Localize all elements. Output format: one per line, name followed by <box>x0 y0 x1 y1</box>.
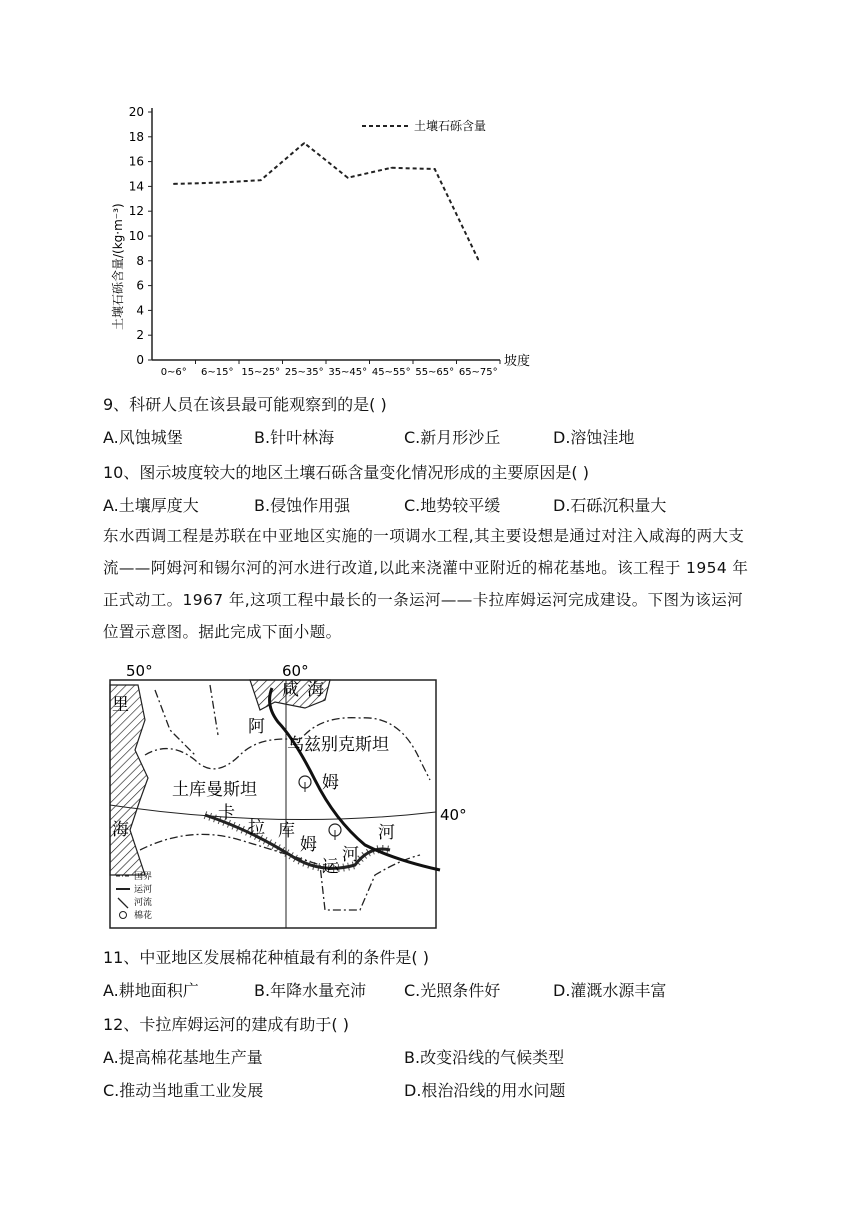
q10-option-d[interactable]: D.石砾沉积量大 <box>553 496 667 515</box>
x-tick-label: 65~75° <box>458 367 498 378</box>
lon-50-label: 50° <box>126 662 153 680</box>
legend-cotton: 棉花 <box>134 911 153 921</box>
amu-darya-river <box>270 688 440 870</box>
x-tick-label: 25~35° <box>284 367 324 378</box>
q12-option-c[interactable]: C.推动当地重工业发展 <box>103 1081 264 1100</box>
y-tick-label: 6 <box>136 278 144 293</box>
q11-option-c[interactable]: C.光照条件好 <box>404 981 501 1000</box>
x-tick-label: 0~6° <box>160 367 187 378</box>
y-tick-label: 12 <box>128 204 144 219</box>
x-axis-label: 坡度 <box>504 354 531 369</box>
q11-option-a[interactable]: A.耕地面积广 <box>103 981 199 1000</box>
q10-option-c[interactable]: C.地势较平缓 <box>404 496 501 515</box>
series-line <box>174 143 479 260</box>
label-turkmenistan: 土库曼斯坦 <box>172 780 257 800</box>
label-amu-3: 河 <box>378 823 395 843</box>
data-point <box>260 179 262 181</box>
y-axis-label: 土壤石砾含量/(kg·m⁻³) <box>111 203 125 330</box>
label-he: 河 <box>342 845 359 865</box>
label-la: 拉 <box>248 818 265 838</box>
q9-option-a[interactable]: A.风蚀城堡 <box>103 428 183 447</box>
karakum-canal-map <box>100 660 470 930</box>
label-amu-2: 姆 <box>322 773 339 793</box>
y-tick-label: 10 <box>128 229 144 243</box>
question-12-stem: 12、卡拉库姆运河的建成有助于( ) <box>103 1015 349 1034</box>
parallel-40 <box>110 805 436 820</box>
y-tick-label: 14 <box>128 179 144 194</box>
label-mu: 姆 <box>300 835 317 855</box>
q9-option-d[interactable]: D.溶蚀洼地 <box>553 428 635 447</box>
x-tick-label: 35~45° <box>328 367 368 378</box>
gravel-content-chart <box>100 100 531 380</box>
lat-40-label: 40° <box>440 806 467 824</box>
y-tick-label: 4 <box>136 303 144 318</box>
q9-option-c[interactable]: C.新月形沙丘 <box>404 428 501 447</box>
q12-option-d[interactable]: D.根治沿线的用水问题 <box>404 1081 566 1100</box>
lon-60-label: 60° <box>282 662 309 680</box>
label-xian: 咸 <box>282 680 299 700</box>
label-yun: 运 <box>322 857 339 877</box>
q9-option-b[interactable]: B.针叶林海 <box>254 428 335 447</box>
q10-option-a[interactable]: A.土壤厚度大 <box>103 496 199 515</box>
legend-label: 土壤石砾含量 <box>414 119 487 133</box>
label-uzbekistan: 乌兹别克斯坦 <box>287 735 389 755</box>
label-amu-1: 阿 <box>248 717 265 737</box>
cotton-icon <box>329 824 341 840</box>
data-point <box>390 167 392 169</box>
x-tick-labels <box>161 367 498 378</box>
y-tick-label: 0 <box>136 353 144 367</box>
label-hai: 海 <box>307 680 324 700</box>
y-tick-label: 20 <box>128 105 144 119</box>
y-tick-label: 8 <box>136 253 144 268</box>
y-tick-label: 18 <box>128 129 144 144</box>
question-10-stem: 10、图示坡度较大的地区土壤石砾含量变化情况形成的主要原因是( ) <box>103 463 589 482</box>
cotton-icon <box>299 776 311 792</box>
chart-axes <box>148 108 500 364</box>
map-legend <box>116 871 152 921</box>
y-tick-label: 2 <box>136 328 144 343</box>
data-point <box>173 183 175 185</box>
data-point <box>216 182 218 184</box>
q12-option-a[interactable]: A.提高棉花基地生产量 <box>103 1048 263 1067</box>
q12-option-b[interactable]: B.改变沿线的气候类型 <box>404 1048 565 1067</box>
label-ka: 卡 <box>218 803 235 823</box>
label-li: 里 <box>112 695 129 715</box>
legend-canal: 运河 <box>134 885 153 895</box>
q11-option-b[interactable]: B.年降水量充沛 <box>254 981 367 1000</box>
reading-passage: 东水西调工程是苏联在中亚地区实施的一项调水工程,其主要设想是通过对注入咸海的两大支流——阿姆河和锡尔河的河水进行改道,以此来浇灌中亚附近的棉花基地。该工程于 1954 年正式动工。1967 年,这项工程中最长的一条运河——卡拉库姆运河完成建设。下图为该运河位置示意图。据此完成下面小题。 <box>103 527 749 641</box>
y-tick-labels <box>129 105 144 367</box>
data-point <box>434 168 436 170</box>
question-9-stem: 9、科研人员在该县最可能观察到的是( ) <box>103 395 387 414</box>
q10-option-b[interactable]: B.侵蚀作用强 <box>254 496 351 515</box>
label-ku: 库 <box>278 821 295 841</box>
y-tick-label: 16 <box>128 154 144 169</box>
legend-river: 河流 <box>134 898 153 908</box>
data-point <box>477 259 479 261</box>
question-11-stem: 11、中亚地区发展棉花种植最有利的条件是( ) <box>103 948 429 967</box>
data-point <box>303 142 305 144</box>
q11-option-d[interactable]: D.灌溉水源丰富 <box>553 981 667 1000</box>
x-tick-label: 55~65° <box>415 367 455 378</box>
legend-border: 国界 <box>134 872 153 882</box>
label-hai-caspian: 海 <box>112 820 129 840</box>
x-tick-label: 15~25° <box>241 367 281 378</box>
x-tick-label: 45~55° <box>371 367 411 378</box>
data-point <box>347 177 349 179</box>
national-border-west <box>155 685 218 755</box>
x-tick-label: 6~15° <box>201 367 234 378</box>
